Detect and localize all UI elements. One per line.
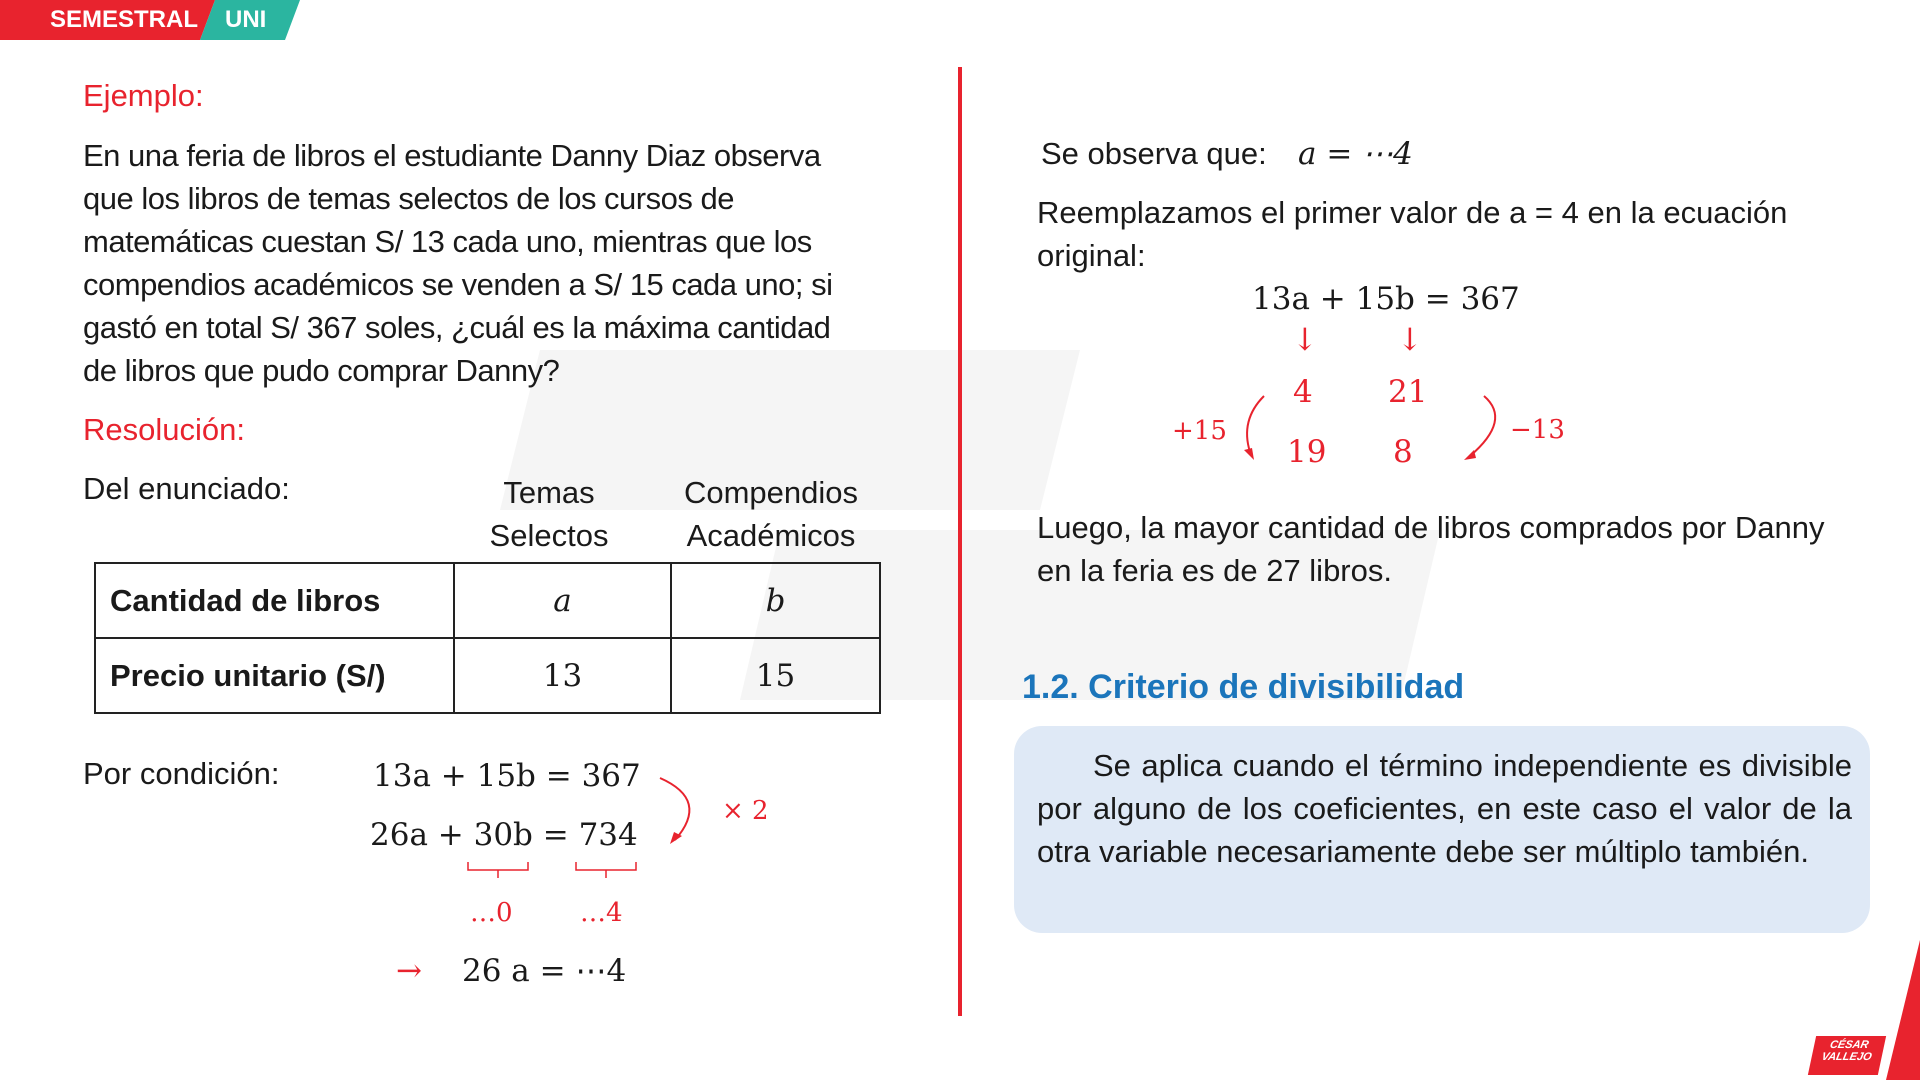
corner-decoration	[1886, 940, 1920, 1080]
section-title: 1.2. Criterio de divisibilidad	[1022, 668, 1465, 706]
from-statement: Del enunciado:	[83, 471, 290, 506]
cesar-vallejo-logo	[1808, 1036, 1886, 1075]
a-value: 19	[1287, 434, 1327, 470]
logo-line: VALLEJO	[1820, 1051, 1873, 1063]
implies-arrow: →	[396, 953, 422, 989]
banner-semestral: SEMESTRAL	[50, 6, 199, 33]
conclusion-line: en la feria es de 27 libros.	[1037, 553, 1392, 588]
b-value: 8	[1393, 434, 1413, 470]
divider	[958, 67, 962, 1016]
table-row	[95, 563, 880, 638]
minus-13: −13	[1510, 415, 1565, 445]
equation-3: 26 a = ⋯4	[462, 953, 627, 989]
annotation-arrows-icon	[460, 770, 720, 890]
col1-header-line: Temas	[503, 475, 595, 510]
times-2: × 2	[722, 796, 769, 826]
logo-line: CÉSAR	[1828, 1039, 1870, 1051]
cell: a	[454, 563, 671, 638]
condition-label: Por condición:	[83, 756, 280, 791]
ending-0: …0	[470, 898, 513, 928]
row-label: Cantidad de libros	[95, 563, 454, 638]
cell: 15	[671, 638, 880, 713]
curve-arrows-icon	[1230, 390, 1510, 470]
example-title: Ejemplo:	[83, 78, 204, 113]
problem-text	[83, 134, 938, 392]
banner-uni: UNI	[225, 6, 267, 33]
col2-header	[671, 471, 871, 557]
problem-line: En una feria de libros el estudiante Danny Diaz observa	[83, 138, 821, 173]
col2-header-line: Académicos	[686, 518, 856, 553]
row-label: Precio unitario (S/)	[95, 638, 454, 713]
problem-line: que los libros de temas selectos de los cursos de	[83, 181, 734, 216]
table-row	[95, 638, 880, 713]
b-value: 21	[1388, 374, 1428, 410]
equation-2: 26a + 30b = 734	[370, 817, 638, 853]
cell: b	[671, 563, 880, 638]
problem-line: matemáticas cuestan S/ 13 cada uno, mientras que los	[83, 224, 812, 259]
cell: 13	[454, 638, 671, 713]
data-table	[94, 562, 881, 714]
col1-header-line: Selectos	[489, 518, 609, 553]
resolution-title: Resolución:	[83, 412, 245, 447]
main-equation: 13a + 15b = 367	[1252, 281, 1520, 317]
conclusion-line: Luego, la mayor cantidad de libros comprados por Danny	[1037, 510, 1825, 545]
plus-15: +15	[1172, 416, 1227, 446]
down-arrow-icon: ↓	[1292, 322, 1318, 358]
observe-equation: a = ⋯4	[1298, 136, 1413, 172]
ending-4: …4	[580, 898, 623, 928]
equation-1: 13a + 15b = 367	[373, 758, 641, 794]
a-value: 4	[1293, 374, 1313, 410]
col2-header-line: Compendios	[683, 475, 859, 510]
problem-line: de libros que pudo comprar Danny?	[83, 353, 560, 388]
replace-line: original:	[1037, 238, 1146, 273]
definition-text: Se aplica cuando el término independiente es divisible por alguno de los coeficientes, en este caso el valor de la otra variable necesariamente debe ser múltiplo también.	[1037, 748, 1852, 869]
down-arrow-icon: ↓	[1397, 322, 1423, 358]
col1-header	[469, 471, 629, 557]
problem-line: compendios académicos se venden a S/ 15 cada uno; si	[83, 267, 833, 302]
problem-line: gastó en total S/ 367 soles, ¿cuál es la máxima cantidad	[83, 310, 831, 345]
observe-label: Se observa que:	[1041, 136, 1267, 171]
replace-line: Reemplazamos el primer valor de a = 4 en la ecuación	[1037, 195, 1788, 230]
